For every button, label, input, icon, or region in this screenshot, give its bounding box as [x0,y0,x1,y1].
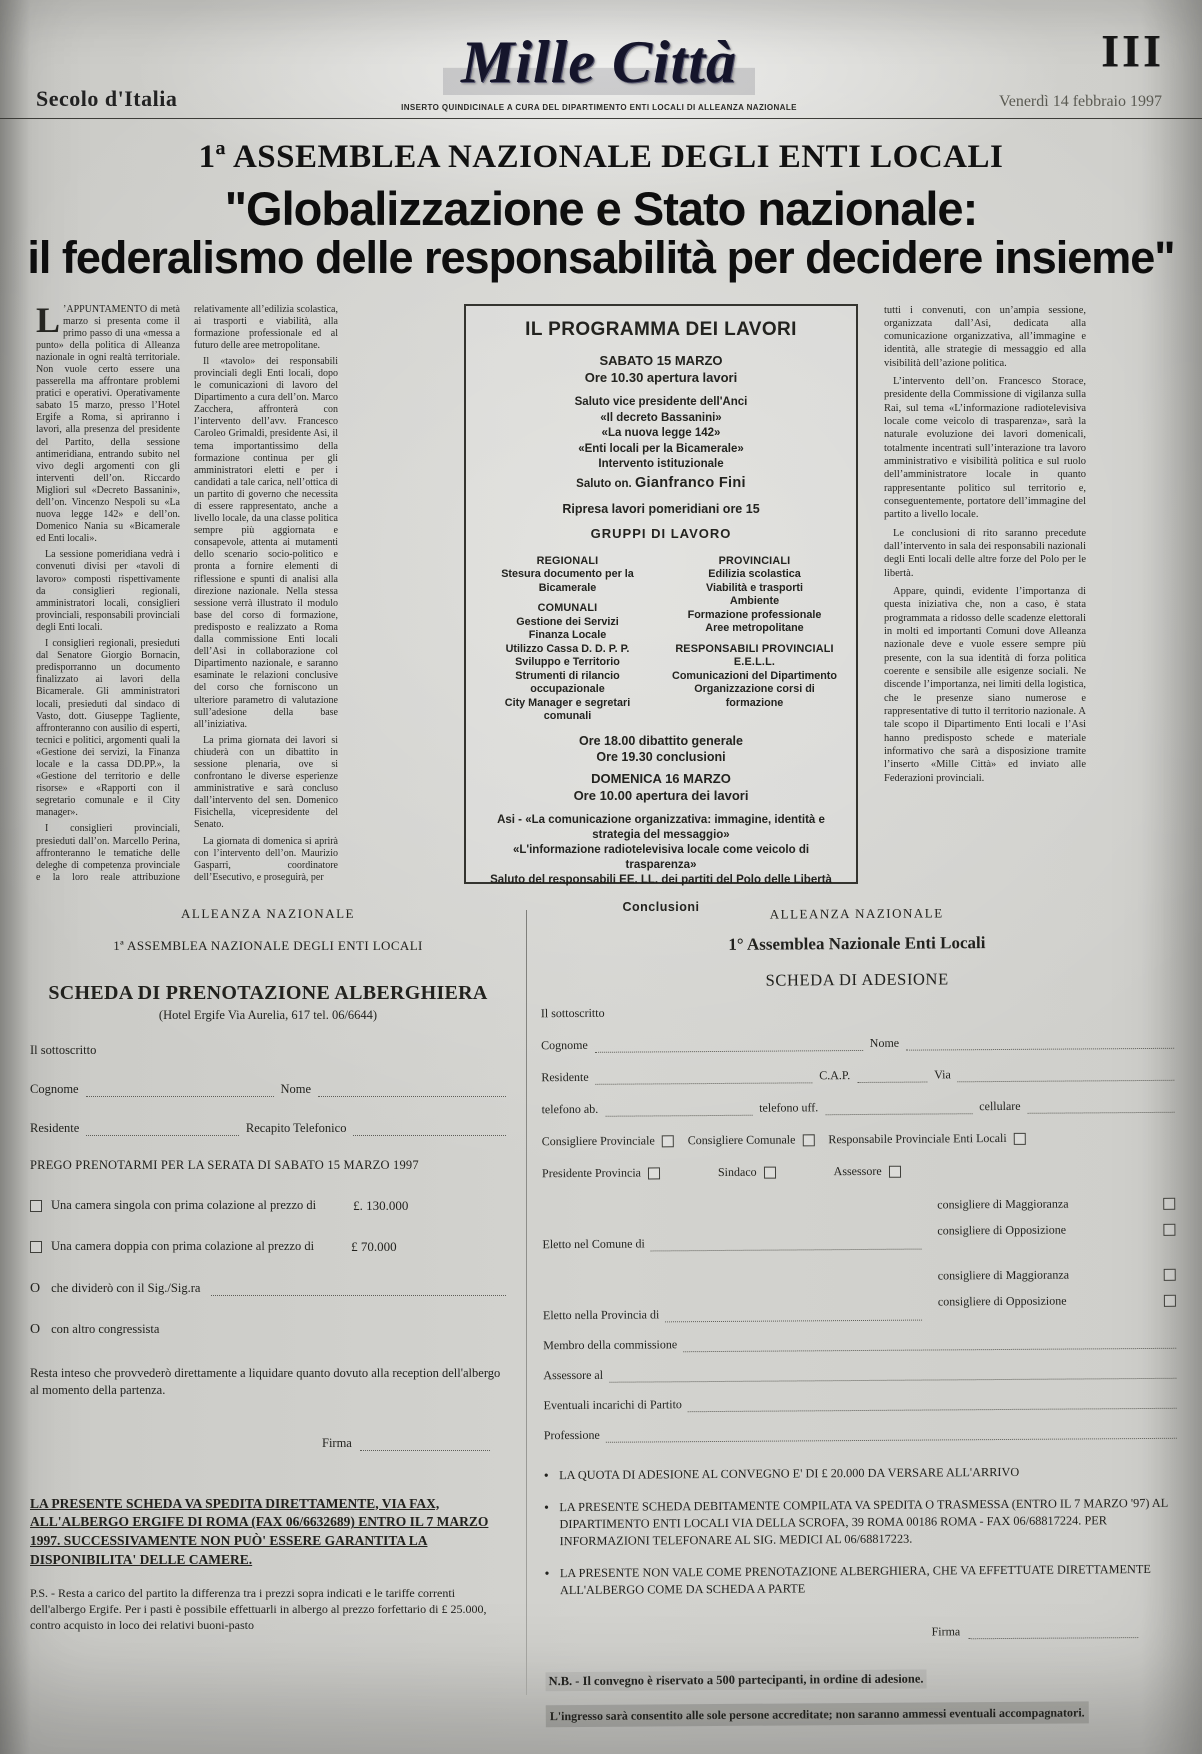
elected-comune-block [542,1195,1175,1251]
room-price: £. 130.000 [353,1197,409,1213]
group-item: Edilizia scolastica [708,568,801,581]
elected-provincia-block [543,1266,1176,1322]
telefono-ab-line [605,1101,752,1116]
form-row [542,1097,1175,1116]
nome-label: Nome [869,1035,900,1050]
role-label: Responsabile Provinciale Enti Locali [828,1130,1007,1146]
masthead [0,0,1202,119]
program-time: Ore 10.00 apertura dei lavori [573,787,749,803]
role-option [718,1164,776,1179]
program-item: Saluto vice presidente dell'Anci [574,396,748,409]
headline-section [0,119,1202,288]
eletto-provincia-line [665,1306,922,1322]
checkbox [30,1200,42,1212]
professione-label: Professione [543,1427,600,1442]
checkbox [889,1165,901,1177]
page-number: III [1101,25,1164,76]
elected-option [937,1221,1175,1238]
share-room-label: che dividerò con il Sig./Sig.ra [51,1280,201,1295]
firma-label: Firma [931,1623,961,1638]
insert-caption: INSERTO QUINDICINALE A CURA DEL DIPARTIMENTO ENTI LOCALI DI ALLEANZA NAZIONALE [401,103,797,112]
role-option [542,1133,674,1149]
eletto-comune-label: Eletto nel Comune di [542,1235,645,1251]
radio-marker: O [30,1280,41,1296]
cognome-label: Cognome [541,1037,588,1052]
other-delegate-option [30,1322,506,1337]
eletto-comune-line [651,1235,922,1251]
roles-row-1 [542,1129,1175,1148]
recapito-label: Recapito Telefonico [245,1120,347,1135]
elected-options [937,1195,1175,1249]
group-item: Formazione professionale [687,608,822,621]
program-saluto [480,474,842,492]
group-item: Stesura documento per la Bicamerale [501,568,634,594]
program-closing: Conclusioni [622,900,700,915]
elected-option [938,1292,1176,1309]
booking-request-text: PREGO PRENOTARMI PER LA SERATA DI SABATO 15 MARZO 1997 [30,1157,419,1172]
program-item: Ore 19.30 conclusioni [596,749,726,764]
telefono-uff-label: telefono uff. [759,1099,819,1115]
adhesion-form-title: SCHEDA DI ADESIONE [765,968,949,990]
headline-line-1: "Globalizzazione e Stato nazionale: [224,182,978,235]
fax-warning: LA PRESENTE SCHEDA VA SPEDITA DIRETTAMENTE, VIA FAX, ALL'ALBERGO ERGIFE DI ROMA (FAX 06/6632689) ENTRO IL 7 MARZO 1997. SUCCESSIVAMENTE NON PUÒ' ESSERE GARANTITA LA DISPONIBILITA' DELLE CAMERE. [30,1495,489,1568]
drop-cap: L [36,299,61,340]
room-option-label: Una camera singola con prima colazione al prezzo di [51,1198,317,1212]
telefono-ab-label: telefono ab. [541,1101,599,1116]
article-left-columns [36,299,338,886]
group-item: Organizzazione corsi di formazione [694,683,815,709]
program-time: Ore 10.30 apertura lavori [584,369,738,385]
issue-date: Venerdì 14 febbraio 1997 [998,93,1162,110]
group-name: RESPONSABILI PROVINCIALI E.E.L.L. [675,642,834,669]
saluto-label: Saluto on. [576,477,632,490]
roles-row-2 [542,1161,1175,1180]
elected-option [938,1266,1176,1283]
residente-line [86,1122,239,1136]
cellulare-label: cellulare [979,1098,1021,1113]
group-item: Comunicazioni del Dipartimento [672,669,837,682]
program-sunday-items [480,813,842,887]
group-item: Finanza Locale [528,629,607,642]
program-groups-title: GRUPPI DI LAVORO [590,525,732,541]
nome-line [906,1034,1174,1050]
cellulare-line [1028,1098,1175,1113]
role-option [834,1163,901,1178]
article-paragraph: La sessione pomeridiana vedrà i convenuti divisi per «tavoli di lavoro» composti rispettivamente da consiglieri regionali, amministratori locali, consiglieri provinciali, responsabili provinciali degli Enti locali. [36,549,180,633]
program-item: «Il decreto Bassanini» [600,411,722,424]
group-item: Gestione dei Servizi [516,615,619,628]
org-name: ALLEANZA NAZIONALE [181,905,355,921]
form-intro: Il sottoscritto [540,1005,605,1020]
event-name: 1ª ASSEMBLEA NAZIONALE DEGLI ENTI LOCALI [113,937,423,953]
commissione-row [543,1333,1176,1352]
group-item: Ambiente [729,595,780,608]
article-paragraph: Il «tavolo» dei responsabili provinciali degli Enti locali, dopo le comunicazioni di lavoro del Dipartimento a cura dell’on. Marco Zacchera, affronterà con l’intervento dell’avv. Francesco Caroleo Grimaldi, presidente Asi, il tema importantissimo della formazione continua per gli amministratori eletti e per i candidati a tale carica, nell’ottica di un partito di governo che necessita di essere rappresentato, anche a livello locale, da una classe politica sempre più aggiornata e consapevole, attenta ai mutamenti dello scenario socio-politico e pronta a fornire elementi di riflessione e spunti di analisi alla direzione nazionale. Nella stessa sessione verrà illustrato il modulo base del corso di formazione, predisposto e realizzato a Roma dalla commissione Enti locali dell’Asi in collaborazione col Dipartimento nazionale, e saranno esaminate le relazioni conclusive del corso che forniscono un ulteriore parametro di valutazione sull’adesione della base all’iniziativa. [194,355,338,730]
checkbox [1164,1294,1176,1306]
group-item: Aree metropolitane [705,622,804,635]
form-intro: Il sottoscritto [30,1042,97,1057]
elected-label-row [543,1268,922,1323]
checkbox [1163,1197,1175,1209]
room-option-double [30,1239,506,1255]
role-label: Consigliere Provinciale [541,1132,655,1148]
postscript: P.S. - Resta a carico del partito la differenza tra i prezzi sopra indicati e le tariffe correnti dell'albergo Ergife. Per i pasti è possibile effettuarli in albergo al prezzo forfettario di £ 25.000, contro acquisto in loco dei relativi buoni-pasto [30,1586,487,1632]
payment-note: Resta inteso che provvederò direttamente a liquidare quanto dovuto alla reception dell'albergo al momento della partenza. [30,1365,501,1397]
telefono-uff-line [825,1100,972,1115]
checkbox [1164,1268,1176,1280]
commissione-line [683,1334,1176,1351]
via-line [958,1066,1175,1082]
group-item: Utilizzo Cassa D. D. P. P. [505,642,630,655]
saluto-name: Gianfranco Fini [634,474,746,491]
other-delegate-label: con altro congressista [51,1321,160,1336]
form-row [541,1033,1174,1052]
cognome-label: Cognome [30,1081,79,1096]
role-label: Assessore [833,1163,882,1178]
checkbox [1163,1223,1175,1235]
residente-label: Residente [541,1069,589,1084]
firma-label: Firma [322,1435,352,1450]
room-option-single [30,1198,506,1214]
recapito-line [353,1122,506,1136]
program-item: Intervento istituzionale [598,458,724,471]
program-afternoon: Ripresa lavori pomeridiani ore 15 [562,501,760,516]
elected-options [938,1266,1176,1320]
hotel-form-subtitle: (Hotel Ergife Via Aurelia, 617 tel. 06/6644) [158,1007,378,1022]
groups-right-column [667,548,842,724]
program-title: IL PROGRAMMA DEI LAVORI [525,318,797,340]
program-item: Asi - «La comunicazione organizzativa: immagine, identità e strategia del messaggio» [497,814,825,841]
kicker: 1ª ASSEMBLEA NAZIONALE DEGLI ENTI LOCALI [198,139,1004,175]
adhesion-notes [544,1462,1178,1598]
program-item: Ore 18.00 dibattito generale [579,733,743,748]
program-item: «Enti locali per la Bicamerale» [578,442,744,455]
group-name: REGIONALI [536,555,599,567]
program-saturday-items [480,395,842,492]
via-label: Via [934,1066,951,1081]
article-paragraph: Appare, quindi, evidente l’importanza di questa iniziativa che, non a caso, è stata programmata a ridosso delle scadenze elettorali in molti ed importanti Comuni dove Alleanza nazionale deve e vuole essere sempre più presente, con la sua identità di forza politica coerente e sensibile alle esigenze sociali. Ne discende l’importanza, nei limiti della logistica, che le presenze siano numerose e rappresentative di tutto il territorio nazionale. A tale scopo il Dipartimento Enti locali e l’Asi hanno predisposto schede e materiale informativo che sarà a disposizione tramite l’inserto «Mille Città» ed inviato alle Federazioni provinciali. [884,586,1086,784]
nome-label: Nome [280,1081,312,1096]
group-item: Strumenti di rilancio occupazionale [515,669,620,696]
org-name: ALLEANZA NAZIONALE [769,904,944,922]
article-text: ’APPUNTAMENTO di metà marzo si presenta come il primo passo di una «messa a punto» della politica di Alleanza nazionale in ogni realtà territoriale. Non vuole certo essere una passerella ma affrontare problemi pratici e operativi. Operativamente sabato 15 marzo, presso l’Hotel Ergife a Roma, si apriranno i lavori, alla presenza del presidente del Partito, della sessione antimeridiana, entrando subito nel vivo degli argomenti con gli interventi dell’on. Riccardo Migliori sul «Decreto Bassanini», dell’on. Vincenzo Nespoli su «La nuova legge 142» e dell’on. Domenico Nania su «Bicamerale ed Enti locali». [36,303,180,545]
option-label: consigliere di Maggioranza [937,1267,1070,1282]
form-row [541,1065,1174,1084]
article-paragraph [36,299,180,546]
program-box [464,304,858,915]
article-right-column [884,304,1086,886]
incarichi-label: Eventuali incarichi di Partito [543,1396,682,1412]
masthead-center [291,29,907,112]
checkbox [648,1166,660,1178]
headline-line-2: il federalismo delle responsabilità per decidere insieme" [27,231,1175,283]
option-label: consigliere di Opposizione [937,1222,1067,1237]
option-label: consigliere di Opposizione [937,1293,1067,1308]
groups-left-column [480,548,655,724]
incarichi-row [544,1393,1177,1412]
share-room-option [30,1281,506,1296]
signature-row [322,1436,506,1451]
commissione-label: Membro della commissione [543,1336,678,1352]
nb-note: N.B. - Il convegno è riservato a 500 partecipanti, in ordine di adesione. [545,1669,926,1691]
main-headline [12,184,1190,282]
checkbox [662,1134,674,1146]
role-option [828,1130,1025,1146]
checkbox [802,1133,814,1145]
article-paragraph: La giornata di domenica si aprirà con l’intervento dell’on. Maurizio Gasparri, coordinatore dell’Esecutivo, e proseguirà, per [194,835,338,883]
checkbox [30,1241,42,1253]
checkbox [764,1166,776,1178]
group-item: City Manager e segretari comunali [504,696,631,723]
cognome-line [86,1083,274,1097]
role-option [542,1165,660,1181]
article-paragraph: tutti i convenuti, con un’ampia sessione, organizzata dall’Asi, dedicata alla comunicazione organizzativa, all’immagine e identità, alle strategie di messaggio ed alla visibilità dell’azione politica. [884,304,1086,369]
group-name: PROVINCIALI [718,555,791,567]
group-name: COMUNALI [537,602,598,615]
note-item: • LA QUOTA DI ADESIONE AL CONVEGNO E' DI £ 20.000 DA VERSARE ALL'ARRIVO [544,1462,1177,1483]
room-price: £ 70.000 [351,1238,397,1254]
cap-line [857,1068,927,1082]
note-item: • LA PRESENTE NON VALE COME PRENOTAZIONE ALBERGHIERA, CHE VA EFFETTUATE DIRETTAMENTE ALL'ALBERGO COME DA SCHEDA A PARTE [545,1560,1178,1598]
program-item: Saluto del responsabili EE. LL. dei partiti del Polo delle Libertà [490,874,832,886]
professione-row [544,1423,1177,1442]
checkbox [1014,1132,1026,1144]
article-paragraph: I consiglieri provinciali, presieduti dall’on. Marcello Perina, affronteranno le tematiche delle deleghe di competenza provinciale e la loro reale attribuzione relativamente all’edilizia scolastica, ai trasporti e viabilità, alla formazione professionale ed al futuro delle aree metropolitane. [36,303,338,883]
group-item: Sviluppo e Territorio [515,656,620,669]
residente-line [596,1069,813,1085]
program-groups [480,548,842,724]
forms-section [0,886,1202,1725]
option-label: consigliere di Maggioranza [937,1196,1069,1211]
program-day-saturday: SABATO 15 MARZO [599,353,723,369]
event-name: 1° Assemblea Nazionale Enti Locali [728,932,986,954]
eletto-provincia-label: Eletto nella Provincia di [542,1306,660,1322]
hotel-booking-form [30,906,506,1725]
assessore-row [543,1363,1176,1382]
hotel-form-title: SCHEDA DI PRENOTAZIONE ALBERGHIERA [48,981,488,1004]
room-option-label: Una camera doppia con prima colazione al prezzo di [51,1239,315,1253]
residente-label: Residente [30,1120,80,1135]
article-paragraph: Le conclusioni di rito saranno precedute dall’intervento in sala dei responsabili nazionali degli Enti locali delle altre forze del Polo per le libertà. [884,527,1086,579]
program-evening [480,734,842,766]
newspaper-name: Secolo d'Italia [36,86,178,111]
form-row [30,1082,506,1097]
signature-row [545,1622,1178,1641]
cognome-line [595,1036,863,1052]
share-room-line [211,1282,506,1296]
assessore-line [609,1364,1176,1382]
elected-label-row [542,1197,921,1252]
incarichi-line [688,1394,1177,1411]
professione-line [606,1424,1177,1442]
forms-divider [526,910,527,1695]
role-option [688,1132,815,1148]
program-day-sunday: DOMENICA 16 MARZO [591,771,731,787]
article-paragraph: La prima giornata dei lavori si chiuderà con un dibattito in sessione plenaria, ove si confrontano le diverse esperienze amministrative e sarà concluso dall’intervento del sen. Domenico Fisichella, vicepresidente del Senato. [194,734,338,831]
form-row [30,1121,506,1136]
radio-marker: O [30,1321,41,1337]
mille-citta-logo: Mille Città [443,34,755,95]
article-body [0,288,1202,915]
cap-label: C.A.P. [819,1067,851,1082]
assessore-label: Assessore al [543,1367,604,1382]
program-item: «La nuova legge 142» [601,427,721,440]
firma-line [360,1437,490,1451]
article-paragraph: L’intervento dell’on. Francesco Storace, presidente della Commissione di vigilanza sulla Rai, sul tema «L’informazione radiotelevisiva locale come veicolo di trasparenza», sarà la naturale evoluzione dei lavori domenicali, totalmente incentrati sull’interazione tra lavoro amministrativo e visibilità politica e sul ruolo dell’amministratore locale in quanto rappresentante politico sul territorio e, conseguentemente, portatore dell’immagine del partito a livello locale. [884,376,1086,521]
note-item: • LA PRESENTE SCHEDA DEBITAMENTE COMPILATA VA SPEDITA O TRASMESSA (ENTRO IL 7 MARZO '97) AL DIPARTIMENTO ENTI LOCALI VIA DELLA SCROFA, 39 ROMA 00186 ROMA - FAX 06/68817224. PER INFORMAZIONI TELEFONARE AL SIG. MEDICI AL 06/68817223. [544,1494,1177,1549]
program-item: «L'informazione radiotelevisiva locale come veicolo di trasparenza» [512,844,810,871]
access-note: L'ingresso sarà consentito alle sole persone accreditate; non saranno ammessi eventuali accompagnatori. [546,1701,1089,1727]
role-label: Sindaco [717,1164,757,1179]
adhesion-form [540,903,1179,1726]
nome-line [318,1083,506,1097]
firma-line [968,1623,1138,1638]
role-label: Presidente Provincia [541,1165,642,1180]
elected-option [937,1195,1175,1212]
article-paragraph: I consiglieri regionali, presieduti dal Senatore Giorgio Bornacin, predisporranno un documento finalizzato ai lavori della Bicamerale. Gli amministratori locali, presieduti dal sindaco di Vasto, dott. Giuseppe Tagliente, affronteranno con ausilio di esperti, tecnici e politici, argomenti quali la «Gestione dei servizi, la Finanza locale e la cassa DD.PP.», la «Gestione del territorio e delle risorse» e «Rapporti con il segretario comunale e il City manager». [36,638,180,819]
role-label: Consigliere Comunale [687,1131,796,1147]
group-item: Viabilità e trasporti [705,581,803,594]
